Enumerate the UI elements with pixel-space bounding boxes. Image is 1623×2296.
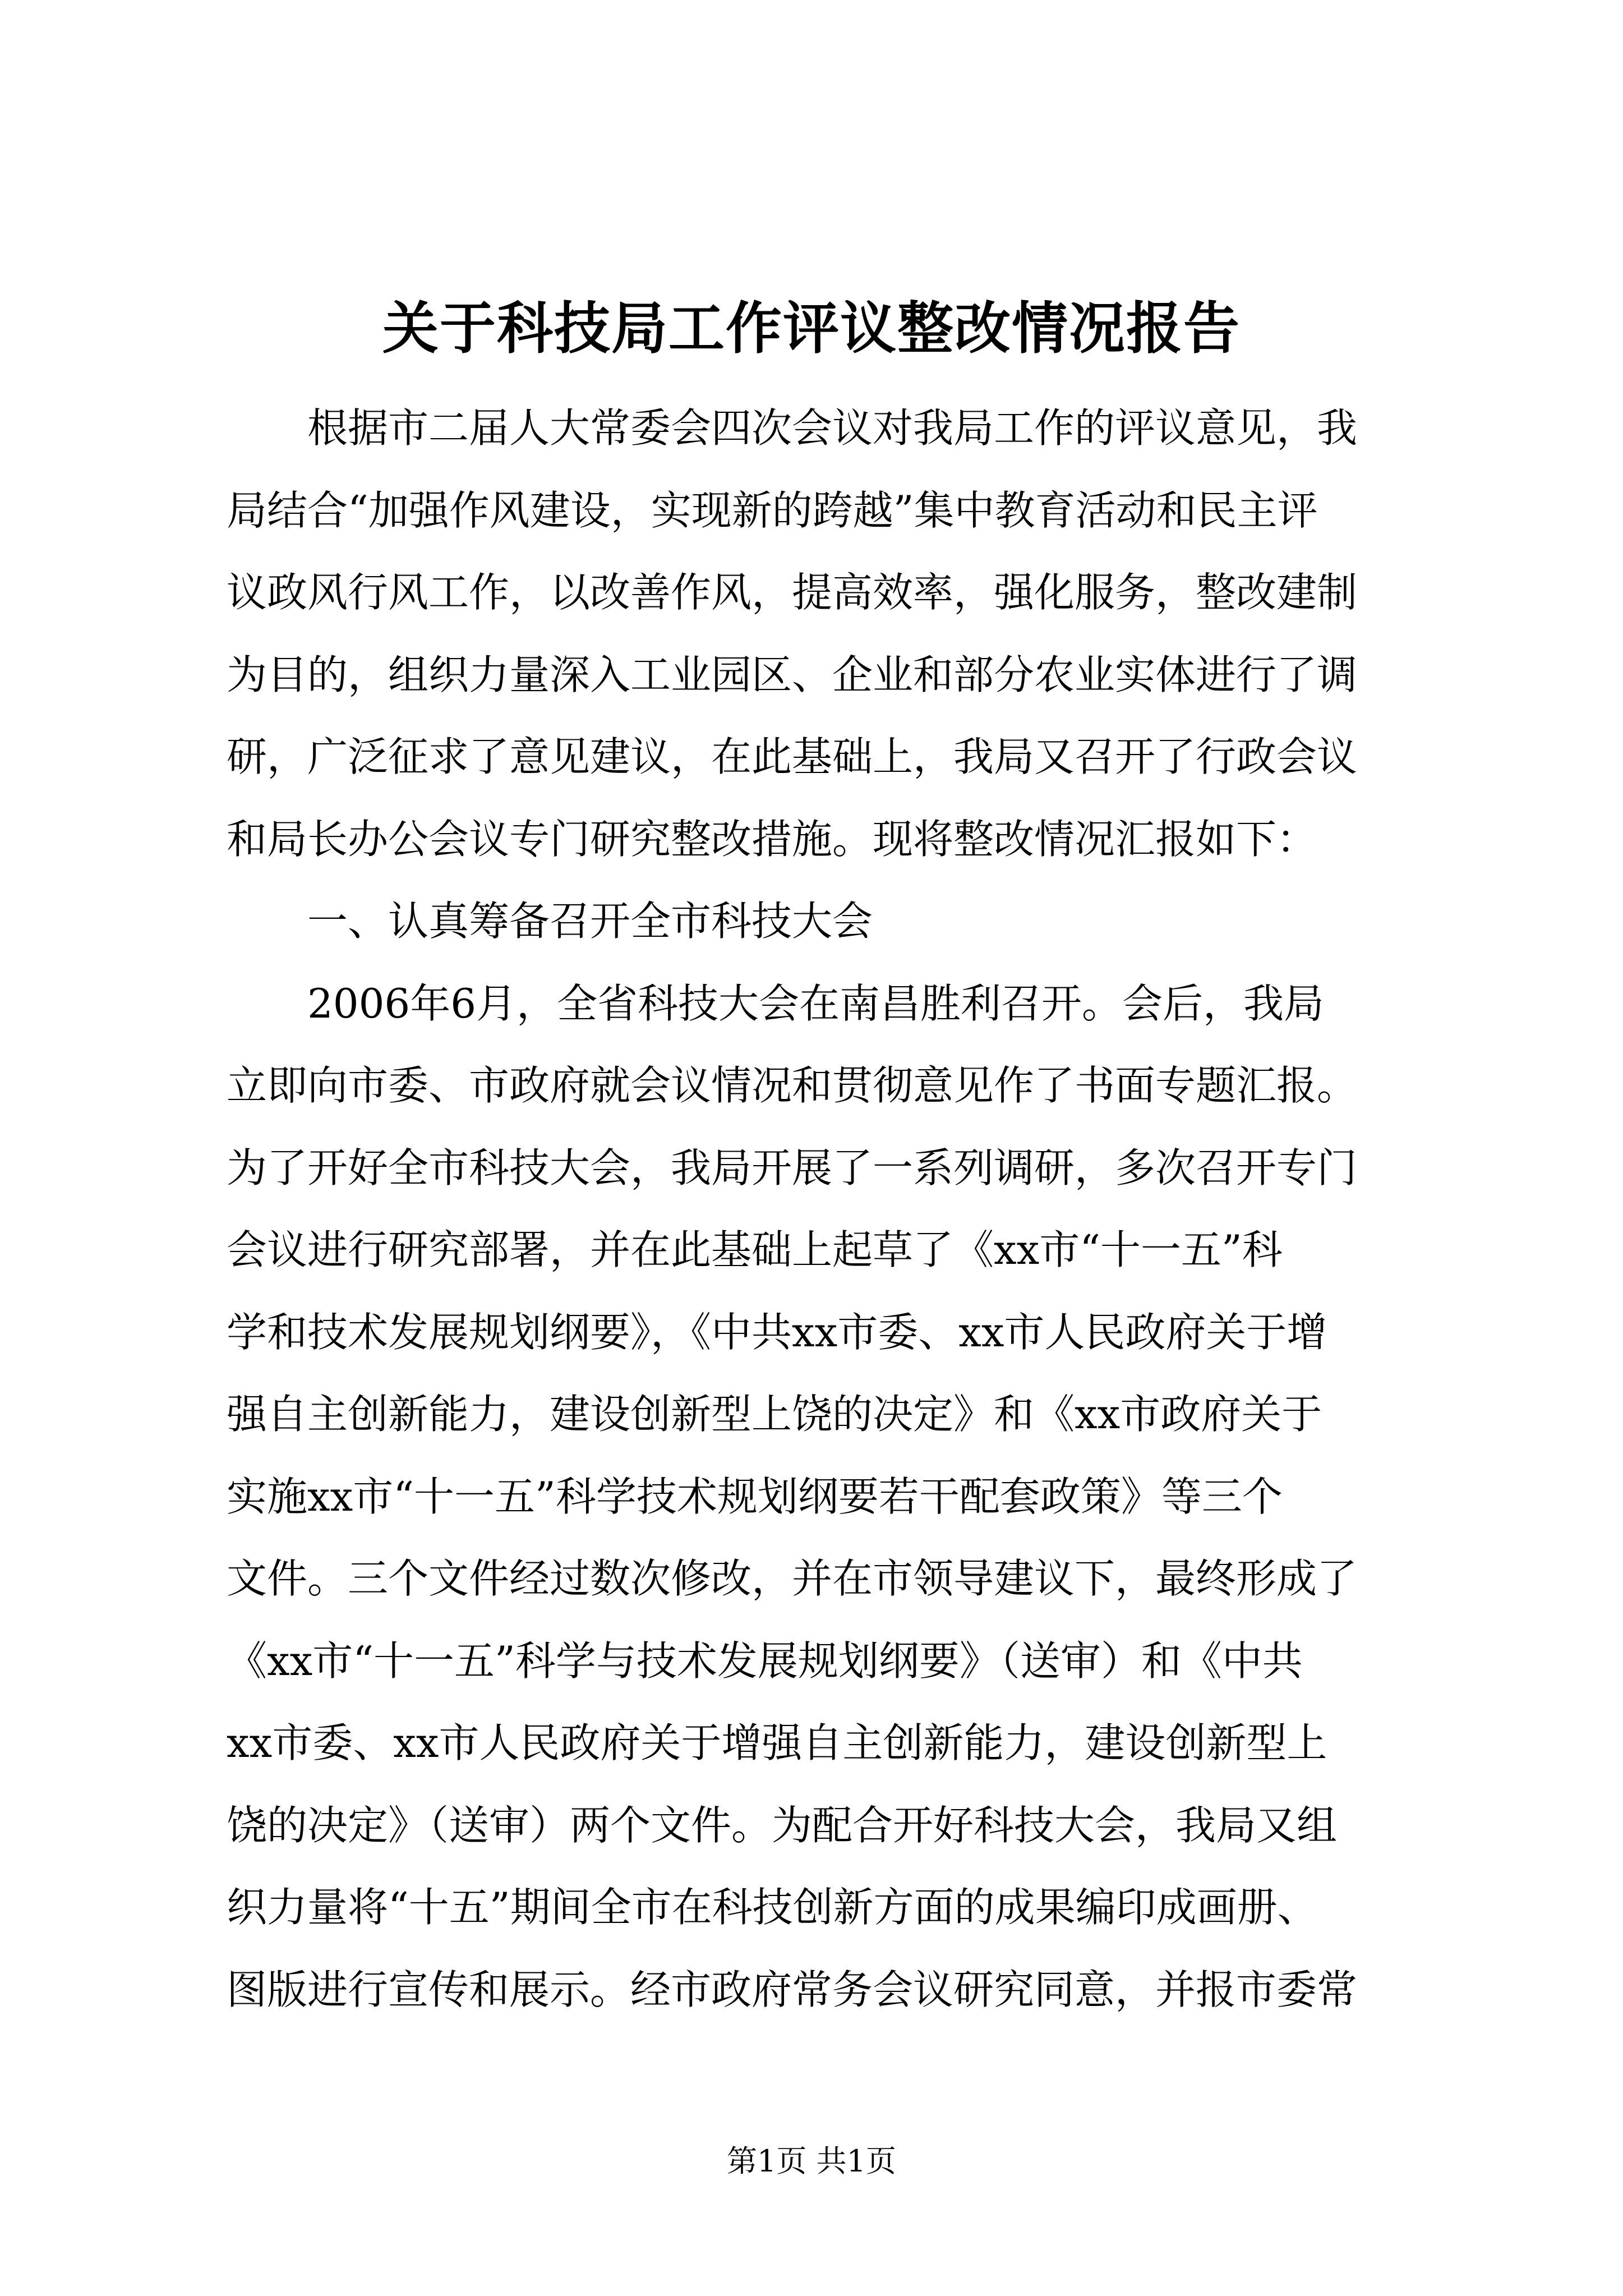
paragraph-2-line-12: 织力量将“十五”期间全市在科技创新方面的成果编印成画册、: [227, 1884, 1318, 1931]
paragraph-1-line-5: 研，广泛征求了意见建议，在此基础上，我局又召开了行政会议: [227, 733, 1358, 780]
section-heading-1: 一、认真筹备召开全市科技大会: [307, 898, 873, 945]
paragraph-2-line-11: 饶的决定》（送审）两个文件。为配合开好科技大会，我局又组: [227, 1801, 1338, 1849]
page-number-footer: 第1页 共1页: [727, 2143, 896, 2179]
paragraph-2-line-13: 图版进行宣传和展示。经市政府常务会议研究同意，并报市委常: [227, 1966, 1358, 2013]
document-body: [227, 387, 1438, 2031]
paragraph-2-line-6: 强自主创新能力，建设创新型上饶的决定》和《xx市政府关于: [227, 1391, 1322, 1438]
paragraph-1-line-1: 根据市二届人大常委会四次会议对我局工作的评议意见，我: [307, 404, 1358, 452]
paragraph-1-line-3: 议政风行风工作，以改善作风，提高效率，强化服务，整改建制: [227, 569, 1358, 616]
paragraph-2-line-9: 《xx市“十一五”科学与技术发展规划纲要》（送审）和《中共: [227, 1637, 1303, 1685]
paragraph-2-line-10: xx市委、xx市人民政府关于增强自主创新能力，建设创新型上: [227, 1719, 1327, 1766]
document-title: 关于科技局工作评议整改情况报告: [382, 295, 1241, 361]
paragraph-2-line-1: 2006年6月，全省科技大会在南昌胜利召开。会后，我局: [307, 979, 1325, 1027]
paragraph-2-line-5: 学和技术发展规划纲要》，《中共xx市委、xx市人民政府关于增: [227, 1308, 1327, 1356]
paragraph-1-line-6: 和局长办公会议专门研究整改措施。现将整改情况汇报如下：: [227, 815, 1317, 863]
paragraph-1-line-4: 为目的，组织力量深入工业园区、企业和部分农业实体进行了调: [227, 651, 1358, 698]
paragraph-2-line-4: 会议进行研究部署，并在此基础上起草了《xx市“十一五”科: [227, 1226, 1283, 1273]
paragraph-2-line-7: 实施xx市“十一五”科学技术规划纲要若干配套政策》等三个: [227, 1473, 1283, 1520]
paragraph-2-line-3: 为了开好全市科技大会，我局开展了一系列调研，多次召开专门: [227, 1144, 1358, 1191]
paragraph-2-line-2: 立即向市委、市政府就会议情况和贯彻意见作了书面专题汇报。: [227, 1062, 1358, 1109]
paragraph-1-line-2: 局结合“加强作风建设，实现新的跨越”集中教育活动和民主评: [227, 486, 1318, 534]
paragraph-2-line-8: 文件。三个文件经过数次修改，并在市领导建议下，最终形成了: [227, 1555, 1358, 1602]
